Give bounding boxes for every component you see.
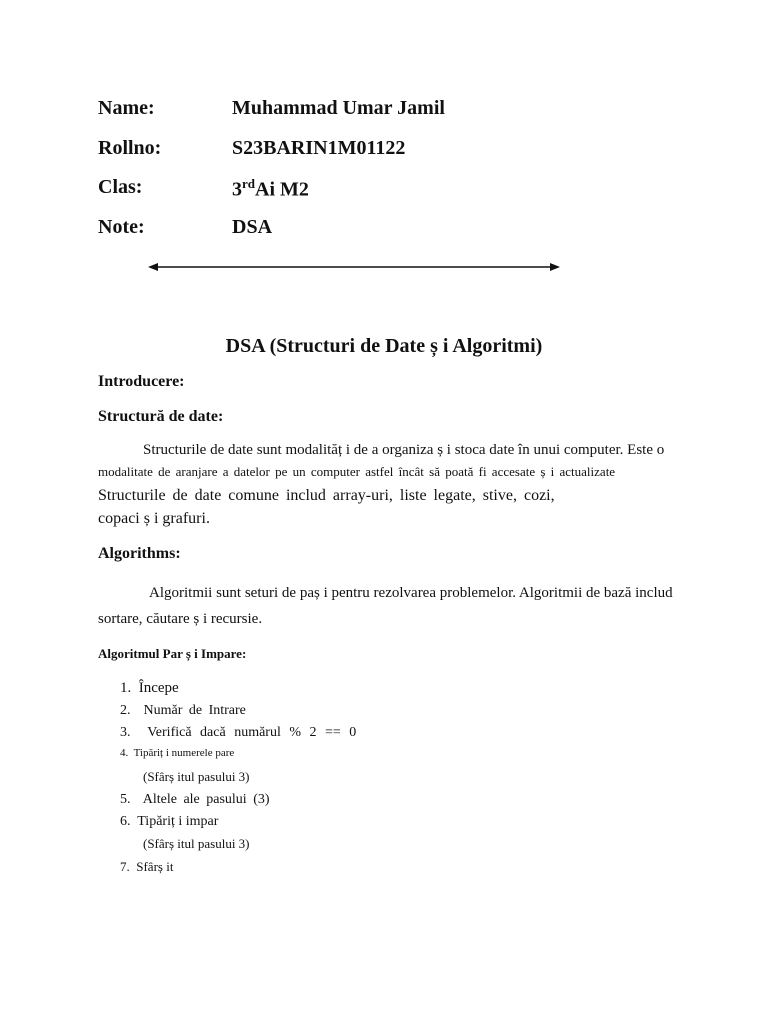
name-label: Name: xyxy=(98,97,155,119)
list-item xyxy=(120,725,356,741)
class-value-number: 3 xyxy=(232,178,242,201)
class-value xyxy=(232,176,309,202)
data-structure-line-2: modalitate de aranjare a datelor pe un computer astfel încât să poată fi accesate ș i actualizate xyxy=(98,464,616,479)
data-structure-line-4: copaci ș i grafuri. xyxy=(98,510,210,527)
list-item-text: Tipăriț i numerele pare xyxy=(133,747,235,759)
list-item-text: Tipăriț i impar xyxy=(137,814,219,829)
intro-heading: Introducere: xyxy=(98,373,185,390)
list-item xyxy=(120,814,218,830)
list-item-number: 5. xyxy=(120,792,131,807)
list-item xyxy=(120,792,270,808)
list-item-text: Altele ale pasului (3) xyxy=(142,792,270,807)
list-item-number: 6. xyxy=(120,814,131,829)
algorithms-line-1: Algoritmii sunt seturi de paș i pentru rezolvarea problemelor. Algoritmii de bază includ xyxy=(149,585,673,601)
list-item-number: 1. xyxy=(120,680,132,696)
list-item-text: Număr de Intrare xyxy=(143,703,246,718)
list-item-number: 2. xyxy=(120,703,131,718)
even-odd-heading: Algoritmul Par ș i Impare: xyxy=(98,646,247,661)
list-item xyxy=(120,680,179,697)
list-item-text: Verifică dacă numărul % 2 == 0 xyxy=(147,725,357,740)
list-item-note: (Sfârș itul pasului 3) xyxy=(143,769,250,784)
rollno-value: S23BARIN1M01122 xyxy=(232,137,406,159)
document-title: DSA (Structuri de Date ș i Algoritmi) xyxy=(225,335,543,357)
list-item xyxy=(120,747,234,759)
algorithms-line-2: sortare, căutare ș i recursie. xyxy=(98,611,263,627)
class-label: Clas: xyxy=(98,176,143,198)
note-value: DSA xyxy=(232,216,273,238)
list-item-number: 3. xyxy=(120,725,131,740)
list-item-text: Începe xyxy=(138,680,179,696)
class-value-superscript: rd xyxy=(242,176,255,191)
double-arrow-divider xyxy=(148,259,560,275)
list-item-number: 4. xyxy=(120,747,129,759)
class-value-suffix: Ai M2 xyxy=(255,178,309,201)
list-item-text: Sfârș it xyxy=(136,859,174,874)
list-item xyxy=(120,703,246,719)
data-structure-line-1: Structurile de date sunt modalităț i de a organiza ș i stoca date în unui computer. Este o xyxy=(143,442,665,458)
note-label: Note: xyxy=(98,216,145,238)
list-item xyxy=(120,859,173,875)
list-item-note: (Sfârș itul pasului 3) xyxy=(143,836,250,851)
data-structure-line-3: Structurile de date comune includ array-uri, liste legate, stive, cozi, xyxy=(98,487,555,504)
algorithms-heading: Algorithms: xyxy=(98,545,181,562)
name-value: Muhammad Umar Jamil xyxy=(232,97,445,119)
rollno-label: Rollno: xyxy=(98,137,162,159)
data-structure-heading: Structură de date: xyxy=(98,408,224,425)
list-item-number: 7. xyxy=(120,859,130,874)
